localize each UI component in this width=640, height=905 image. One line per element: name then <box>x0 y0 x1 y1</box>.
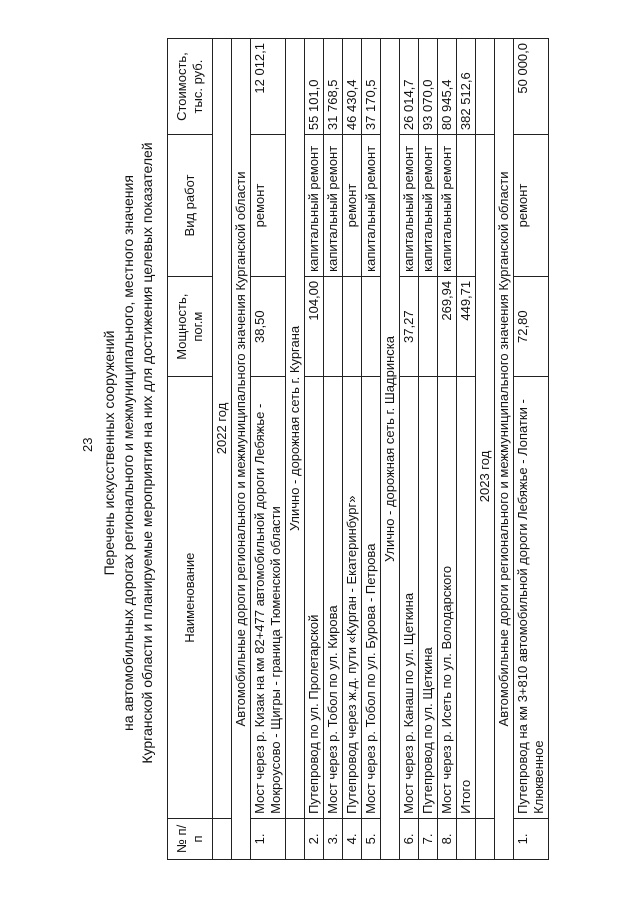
document-title <box>100 18 157 888</box>
row-power <box>362 276 381 377</box>
row-cost: 93 070,0 <box>419 39 438 135</box>
row-cost: 55 101,0 <box>305 39 324 135</box>
section-shadrinsk: Улично - дорожная сеть г. Шадринска <box>381 39 400 860</box>
header-no: № п/п <box>168 818 213 859</box>
row-cost: 80 945,4 <box>438 39 457 135</box>
row-cost: 46 430,4 <box>343 39 362 135</box>
row-name: Путепровод по ул. Пролетарской <box>305 377 324 818</box>
table-row <box>400 39 419 860</box>
year-row <box>476 39 495 860</box>
row-name: Мост через р. Канаш по ул. Щеткина <box>400 377 419 818</box>
total-cost: 382 512,6 <box>457 39 476 135</box>
row-work: капитальный ремонт <box>362 135 381 277</box>
table-row <box>514 39 549 860</box>
table-row <box>438 39 457 860</box>
page-number: 23 <box>80 437 95 452</box>
row-no: 8. <box>438 818 457 859</box>
total-label: Итого <box>457 377 476 818</box>
table-row <box>362 39 381 860</box>
row-cost: 26 014,7 <box>400 39 419 135</box>
table-row <box>251 39 286 860</box>
table-row <box>343 39 362 860</box>
row-no: 7. <box>419 818 438 859</box>
row-name: Мост через р. Тобол по ул. Кирова <box>324 377 343 818</box>
header-row <box>168 39 213 860</box>
section-row <box>381 39 400 860</box>
section-row <box>495 39 514 860</box>
row-name: Мост через р. Тобол по ул. Бурова - Петрова <box>362 377 381 818</box>
title-line-3: Курганской области и планируемые мероприятия на них для достижения целевых показателей <box>139 142 155 764</box>
row-no: 6. <box>400 818 419 859</box>
row-power: 37,27 <box>400 276 419 377</box>
row-work: капитальный ремонт <box>305 135 324 277</box>
section-row <box>286 39 305 860</box>
row-work: ремонт <box>343 135 362 277</box>
row-work: капитальный ремонт <box>419 135 438 277</box>
section-regional-2023: Автомобильные дороги регионального и межмуниципального значения Курганской области <box>495 39 514 860</box>
total-power: 449,71 <box>457 276 476 377</box>
structures-table <box>167 38 549 860</box>
total-row <box>457 39 476 860</box>
section-regional-2022: Автомобильные дороги регионального и межмуниципального значения Курганской области <box>232 39 251 860</box>
row-cost: 12 012,1 <box>251 39 286 135</box>
title-line-1: Перечень искусственных сооружений <box>101 330 117 576</box>
row-no: 4. <box>343 818 362 859</box>
header-cost: Стоимость, тыс. руб. <box>168 39 213 135</box>
row-power <box>419 276 438 377</box>
row-power: 104,00 <box>305 276 324 377</box>
row-work: капитальный ремонт <box>324 135 343 277</box>
header-work: Вид работ <box>168 135 213 277</box>
row-no: 1. <box>514 818 549 859</box>
row-work: ремонт <box>251 135 286 277</box>
row-power: 269,94 <box>438 276 457 377</box>
section-kurgan: Улично - дорожная сеть г. Кургана <box>286 39 305 819</box>
section-row <box>232 39 251 860</box>
row-cost: 31 768,5 <box>324 39 343 135</box>
row-name: Путепровод по ул. Щеткина <box>419 377 438 818</box>
year-2022: 2022 год <box>213 39 232 819</box>
table-row <box>419 39 438 860</box>
row-name: Мост через р. Кизак на км 82+477 автомобильной дороги Лебяжье - Мокроусово - Щигры - граница Тюменской области <box>251 377 286 818</box>
row-power <box>343 276 362 377</box>
row-no: 2. <box>305 818 324 859</box>
row-work: капитальный ремонт <box>400 135 419 277</box>
row-power: 38,50 <box>251 276 286 377</box>
header-name: Наименование <box>168 377 213 818</box>
row-no: 1. <box>251 818 286 859</box>
row-name: Путепровод на км 3+810 автомобильной дороги Лебяжье - Лопатки - Клюквенное <box>514 377 549 818</box>
row-name: Мост через р. Исеть по ул. Володарского <box>438 377 457 818</box>
title-line-2: на автомобильных дорогах регионального и межмуниципального, местного значения <box>120 175 136 731</box>
row-cost: 50 000,0 <box>514 39 549 135</box>
row-no: 5. <box>362 818 381 859</box>
row-work: капитальный ремонт <box>438 135 457 277</box>
table-row <box>305 39 324 860</box>
row-cost: 37 170,5 <box>362 39 381 135</box>
row-work: ремонт <box>514 135 549 277</box>
row-name: Путепровод через ж.д. пути «Курган - Екатеринбург» <box>343 377 362 818</box>
rotated-page <box>100 18 620 888</box>
header-power: Мощность, пог.м <box>168 276 213 377</box>
row-no: 3. <box>324 818 343 859</box>
year-2023: 2023 год <box>476 135 495 819</box>
year-row <box>213 39 232 860</box>
row-power: 72,80 <box>514 276 549 377</box>
row-power <box>324 276 343 377</box>
table-row <box>324 39 343 860</box>
